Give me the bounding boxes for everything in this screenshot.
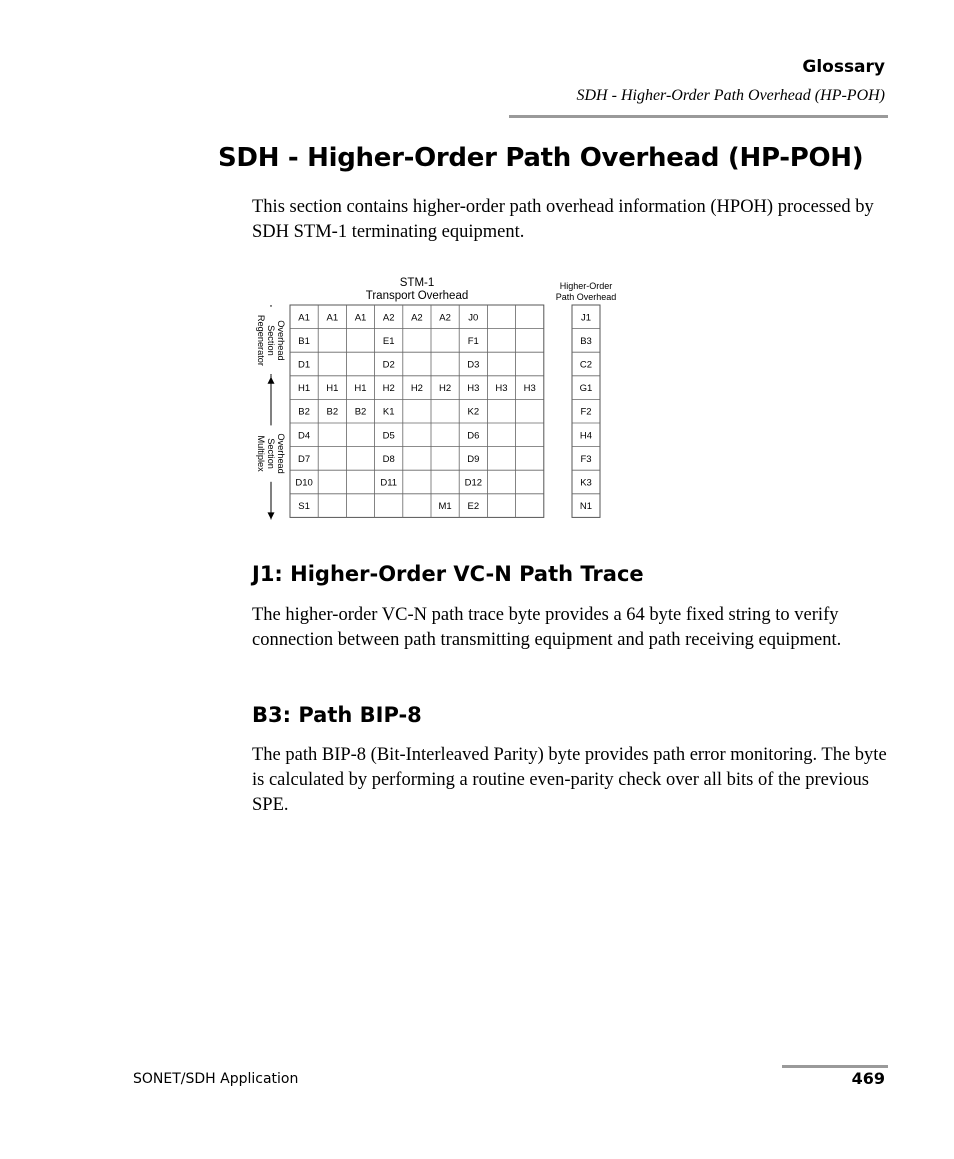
section-heading-j1: J1: Higher-Order VC-N Path Trace bbox=[252, 562, 644, 586]
overhead-byte-label: B2 bbox=[326, 406, 339, 418]
overhead-byte-label: A2 bbox=[411, 312, 423, 324]
header-section-title: Glossary bbox=[802, 57, 885, 77]
overhead-byte-label: H1 bbox=[298, 383, 311, 395]
overhead-byte-label: H2 bbox=[439, 383, 452, 395]
mso-label-line: Overhead bbox=[276, 433, 286, 474]
overhead-byte-label: D4 bbox=[298, 430, 311, 442]
overhead-byte-label: H3 bbox=[495, 383, 508, 395]
poh-byte-label: N1 bbox=[579, 501, 593, 513]
overhead-byte-label: D9 bbox=[467, 453, 480, 465]
overhead-byte-label: E1 bbox=[382, 335, 395, 347]
section-body-j1: The higher-order VC-N path trace byte provides a 64 byte fixed string to verify connection between path transmitting equipment and path receiving equipment. bbox=[252, 605, 842, 650]
page-title: SDH - Higher-Order Path Overhead (HP-POH) bbox=[218, 143, 864, 173]
hpoh-figure bbox=[252, 270, 622, 522]
poh-byte-label: G1 bbox=[579, 383, 593, 395]
mso-arrow-down bbox=[268, 512, 275, 519]
mso-arrow-up bbox=[268, 377, 275, 384]
overhead-byte-label: D6 bbox=[467, 430, 480, 442]
overhead-byte-label: D8 bbox=[382, 453, 395, 465]
poh-byte-label: B3 bbox=[580, 335, 592, 347]
poh-title-line2: Path Overhead bbox=[555, 292, 617, 302]
poh-byte-label: K3 bbox=[580, 477, 592, 489]
section-labels bbox=[255, 305, 287, 519]
overhead-byte-label: D7 bbox=[298, 453, 311, 465]
rso-label bbox=[255, 307, 287, 375]
footer-doc-name: SONET/SDH Application bbox=[133, 1071, 299, 1087]
overhead-byte-label: A1 bbox=[326, 312, 339, 324]
overhead-byte-label: B2 bbox=[298, 406, 310, 418]
overhead-byte-label: D2 bbox=[382, 359, 395, 371]
overhead-byte-label: B1 bbox=[298, 335, 310, 347]
overhead-byte-label: D10 bbox=[295, 477, 313, 489]
overhead-byte-label: D11 bbox=[380, 477, 398, 489]
overhead-byte-label: E2 bbox=[467, 501, 480, 513]
mso-label-line: Multiplex bbox=[256, 435, 266, 472]
header-divider bbox=[509, 115, 888, 118]
overhead-byte-label: B2 bbox=[354, 406, 367, 418]
section-body-b3: The path BIP-8 (Bit-Interleaved Parity) byte provides path error monitoring. The byte is calculated by performing a routine even-parity check over all bits of the previous SPE. bbox=[252, 745, 887, 815]
overhead-byte-label: J0 bbox=[468, 312, 479, 324]
intro-paragraph: This section contains higher-order path overhead information (HPOH) processed by SDH STM-1 terminating equipment. bbox=[252, 197, 874, 242]
overhead-byte-label: D3 bbox=[467, 359, 480, 371]
poh-byte-label: F3 bbox=[580, 453, 592, 465]
overhead-byte-label: H2 bbox=[410, 383, 423, 395]
overhead-byte-label: A2 bbox=[382, 312, 395, 324]
header-subsection-title: SDH - Higher-Order Path Overhead (HP-POH) bbox=[576, 87, 885, 104]
rso-label-line: Regenerator bbox=[256, 314, 266, 366]
overhead-byte-label: A2 bbox=[439, 312, 451, 324]
overhead-byte-label: H3 bbox=[523, 383, 536, 395]
poh-column bbox=[572, 305, 600, 517]
mso-label-line: Section bbox=[266, 438, 276, 469]
overhead-byte-label: F1 bbox=[467, 335, 479, 347]
poh-title-line1: Higher-Order bbox=[559, 281, 613, 291]
stm-title-line2: Transport Overhead bbox=[365, 290, 469, 302]
stm1-grid bbox=[290, 305, 544, 517]
section-heading-b3: B3: Path BIP-8 bbox=[252, 703, 422, 727]
overhead-byte-label: D12 bbox=[464, 477, 483, 489]
poh-byte-label: H4 bbox=[579, 430, 593, 442]
overhead-byte-label: D5 bbox=[382, 430, 395, 442]
mso-label bbox=[255, 425, 287, 481]
footer-divider bbox=[782, 1065, 888, 1068]
poh-byte-label: C2 bbox=[579, 359, 593, 371]
overhead-byte-label: K1 bbox=[382, 406, 395, 418]
overhead-byte-label: A1 bbox=[354, 312, 367, 324]
overhead-byte-label: H2 bbox=[382, 383, 395, 395]
overhead-byte-label: K2 bbox=[467, 406, 480, 418]
rso-label-line: Overhead bbox=[276, 320, 286, 361]
overhead-byte-label: H1 bbox=[326, 383, 339, 395]
overhead-diagram bbox=[252, 270, 622, 522]
overhead-byte-label: A1 bbox=[298, 312, 310, 324]
overhead-byte-label: H1 bbox=[354, 383, 367, 395]
rso-label-line: Section bbox=[266, 325, 276, 356]
stm-title-line1: STM-1 bbox=[399, 277, 435, 289]
overhead-byte-label: H3 bbox=[467, 383, 480, 395]
overhead-byte-label: S1 bbox=[298, 501, 310, 513]
overhead-byte-label: D1 bbox=[298, 359, 311, 371]
poh-byte-label: J1 bbox=[580, 312, 592, 324]
overhead-byte-label: M1 bbox=[438, 501, 452, 513]
footer-page-number: 469 bbox=[851, 1069, 885, 1088]
poh-byte-label: F2 bbox=[580, 406, 592, 418]
